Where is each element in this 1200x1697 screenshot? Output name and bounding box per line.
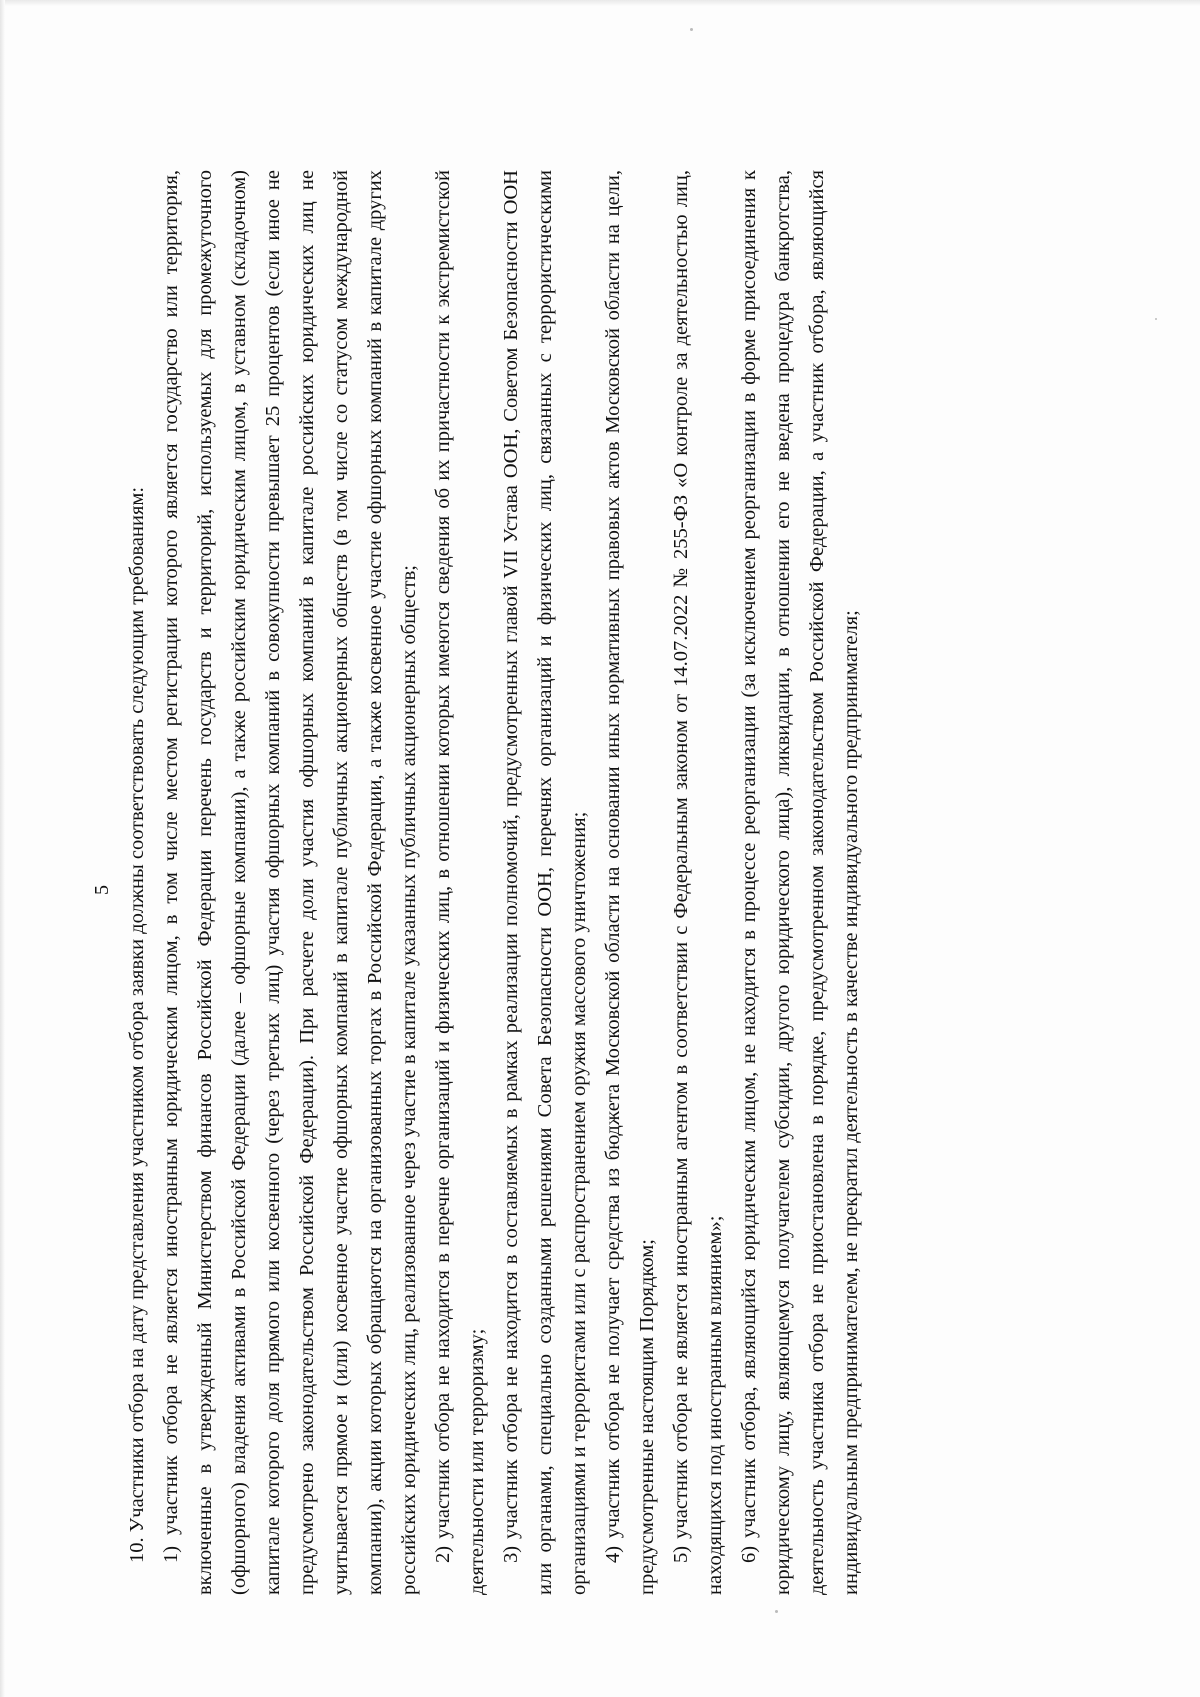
paragraph-item-6: 6) участник отбора, являющийся юридическим лицом, не находится в процессе реорганизации (за исключением реорганизации в форме присоединения к юридическому лицу, являющемуся получателем субсидии, другого юридического лица), ликвидации, в отношении его не введена процедура банкротства, деятельность участника отбора не приостановлена в порядке, предусмотренном законодательством Российской Федерации, а участник отбора, являющийся индивидуальным предпринимателем, не прекратил деятельность в качестве индивидуального предпринимателя; bbox=[738, 170, 862, 1595]
scan-edge bbox=[0, 0, 1200, 6]
paragraph-item-2: 2) участник отбора не находится в перечне организаций и физических лиц, в отношении которых имеются сведения об их причастности к экстремистской деятельности или терроризму; bbox=[432, 170, 488, 1595]
page-number: 5 bbox=[91, 885, 113, 895]
paragraph-intro: 10. Участники отбора на дату представления участником отбора заявки должны соответствовать следующим требованиям: bbox=[126, 486, 148, 1563]
paragraph-item-3: 3) участник отбора не находится в составляемых в рамках реализации полномочий, предусмотренных главой VII Устава ООН, Советом Безопасности ООН или органами, специально созданными решениями Совета Безопасности ООН, перечнях организаций и физических лиц, связанных с террористическими организациями и террористами или с распространением оружия массового уничтожения; bbox=[500, 170, 590, 1595]
scan-speck bbox=[690, 28, 693, 31]
document-body bbox=[120, 170, 868, 1595]
paragraph-item-4: 4) участник отбора не получает средства из бюджета Московской области на основании иных нормативных правовых актов Московской области на цели, предусмотренные настоящим Порядком; bbox=[602, 170, 658, 1595]
paragraph-item-1: 1) участник отбора не является иностранным юридическим лицом, в том числе местом регистрации которого является государство или территория, включенные в утвержденный Министерством финансов Российской Федерации перечень государств и территорий, используемых для промежуточного (офшорного) владения активами в Российской Федерации (далее – офшорные компании), а также российским юридическим лицом, в уставном (складочном) капитале которого доля прямого или косвенного (через третьих лиц) участия офшорных компаний в совокупности превышает 25 процентов (если иное не предусмотрено законодательством Российской Федерации). При расчете доли участия офшорных компаний в капитале российских юридических лиц не учитывается прямое и (или) косвенное участие офшорных компаний в капитале публичных акционерных обществ (в том числе со статусом международной компании), акции которых обращаются на организованных торгах в Российской Федерации, а также косвенное участие офшорных компаний в капитале других российских юридических лиц, реализованное через участие в капитале указанных публичных акционерных обществ; bbox=[160, 170, 420, 1595]
scan-speck bbox=[1155, 318, 1157, 320]
scan-edge bbox=[0, 0, 5, 1697]
scan-speck bbox=[775, 1610, 778, 1613]
rotated-text-block bbox=[90, 130, 1110, 1650]
paragraph-item-5: 5) участник отбора не является иностранным агентом в соответствии с Федеральным законом от 14.07.2022 № 255-ФЗ «О контроле за деятельностью лиц, находящихся под иностранным влиянием»; bbox=[670, 170, 726, 1595]
